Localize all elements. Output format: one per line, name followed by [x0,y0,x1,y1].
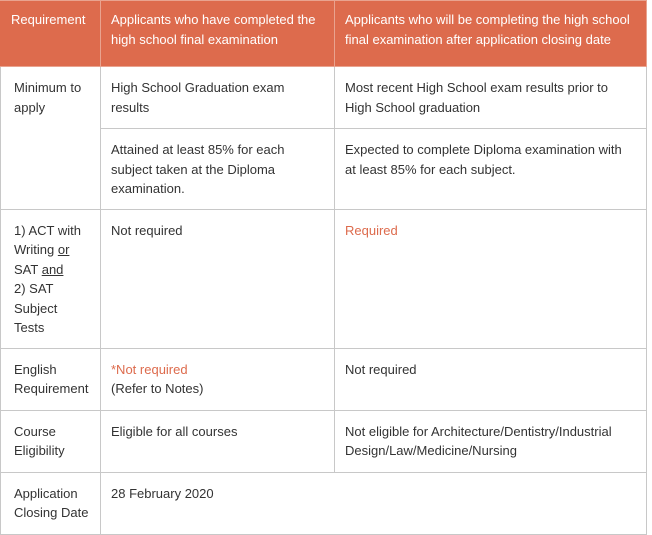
cell-minimum-upcoming-1: Most recent High School exam results prior to High School graduation [335,67,647,129]
header-row [1,1,647,67]
label-english: English Requirement [1,348,101,410]
header-requirement: Requirement [1,1,101,67]
table-row-course [1,410,647,472]
cell-closing-date: 28 February 2020 [101,472,647,534]
table-row-english [1,348,647,410]
table-row-minimum [1,67,647,129]
label-closing: Application Closing Date [1,472,101,534]
header-upcoming: Applicants who will be completing the high school final examination after application closing date [335,1,647,67]
label-tests-line1: 1) ACT with [14,222,81,238]
label-tests-line3: 2) SAT Subject Tests [14,281,58,335]
table-row-closing [1,472,647,534]
label-course: Course Eligibility [1,410,101,472]
label-tests-writing: Writing [14,242,55,257]
table-body [1,67,647,535]
cell-english-completed [101,348,335,410]
english-not-required: *Not required [111,361,188,377]
english-refer-notes: (Refer to Notes) [111,381,204,396]
cell-minimum-completed-2: Attained at least 85% for each subject taken at the Diploma examination. [101,129,335,210]
label-minimum: Minimum to apply [1,67,101,210]
cell-course-completed: Eligible for all courses [101,410,335,472]
label-tests-and: and [41,261,64,277]
table-row-tests [1,209,647,348]
cell-english-upcoming: Not required [335,348,647,410]
label-tests-or: or [57,242,70,257]
label-tests [1,209,101,348]
cell-minimum-completed-1: High School Graduation exam results [101,67,335,129]
cell-course-upcoming: Not eligible for Architecture/Dentistry/Industrial Design/Law/Medicine/Nursing [335,410,647,472]
cell-tests-completed: Not required [101,209,335,348]
label-tests-sat: SAT [14,261,39,277]
cell-minimum-upcoming-2: Expected to complete Diploma examination with at least 85% for each subject. [335,129,647,210]
table-header [1,1,647,67]
header-completed: Applicants who have completed the high school final examination [101,1,335,67]
cell-tests-upcoming: Required [335,209,647,348]
